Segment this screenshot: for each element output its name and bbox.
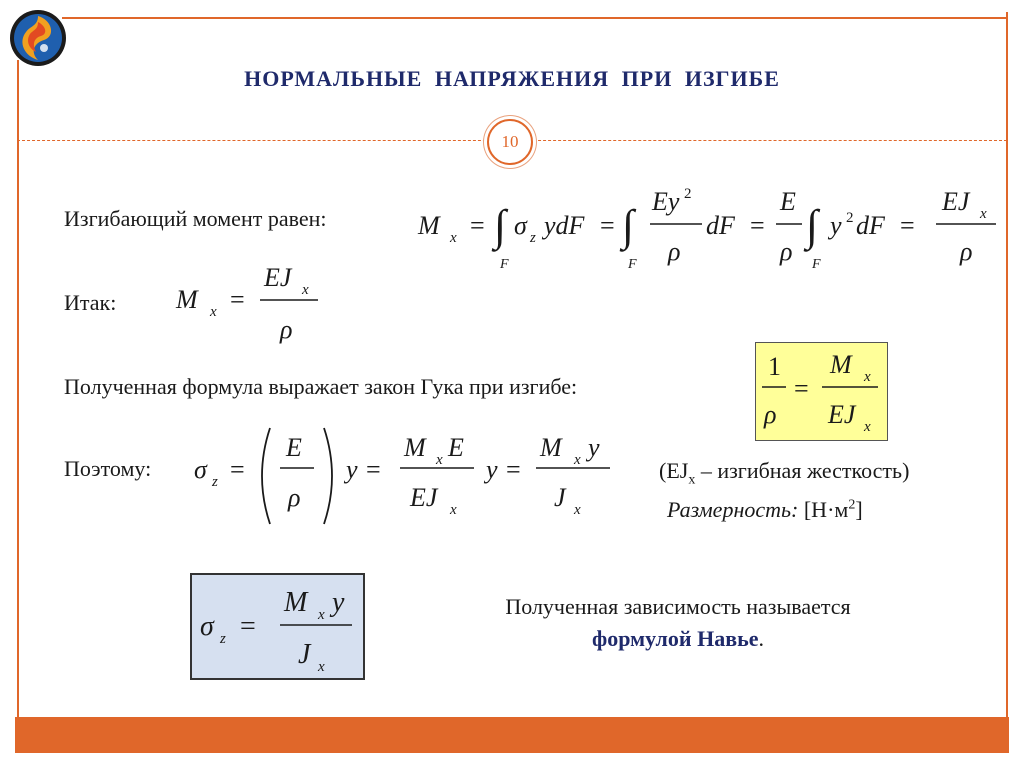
svg-text:x: x: [450, 230, 457, 246]
svg-text:y: y: [830, 211, 842, 240]
dimension-note: [667, 497, 863, 523]
svg-text:ρ: ρ: [668, 237, 681, 266]
svg-text:ρ: ρ: [780, 237, 793, 266]
svg-text:σ: σ: [194, 455, 207, 484]
navier-period: .: [758, 626, 764, 651]
therefore-label: Поэтому:: [64, 456, 152, 481]
navier-formula-box: [190, 573, 365, 680]
svg-text:=: =: [470, 211, 485, 240]
svg-text:=: =: [600, 211, 615, 240]
bending-moment-label: Изгибающий момент равен:: [64, 206, 327, 231]
svg-text:J: J: [298, 639, 311, 670]
svg-text:=: =: [230, 455, 245, 484]
swirl-logo-icon: [8, 8, 68, 68]
svg-text:M: M: [404, 433, 426, 462]
dimension-label: Размерность:: [667, 497, 799, 522]
svg-text:EJ: EJ: [828, 400, 856, 429]
svg-text:∫: ∫: [622, 201, 635, 250]
navier-line-1: Полученная зависимость называется: [505, 594, 851, 619]
svg-text:Ey: Ey: [652, 187, 680, 216]
svg-text:E: E: [286, 433, 302, 462]
svg-text:ρ: ρ: [288, 483, 301, 512]
svg-text:=: =: [750, 211, 765, 240]
hooke-law-box: [755, 342, 888, 441]
svg-text:x: x: [864, 369, 871, 385]
bending-moment-formula: [410, 180, 1010, 285]
frame-left-line: [17, 60, 19, 724]
svg-text:x: x: [436, 452, 443, 468]
dimension-value: [Н·м: [798, 497, 849, 522]
svg-text:EJ: EJ: [410, 483, 438, 512]
svg-text:x: x: [574, 502, 581, 518]
svg-text:dF: dF: [856, 211, 885, 240]
svg-text:EJ: EJ: [264, 263, 292, 292]
svg-text:J: J: [554, 483, 566, 512]
svg-text:σ: σ: [200, 611, 214, 642]
svg-text:x: x: [980, 206, 987, 222]
svg-text:=: =: [900, 211, 915, 240]
svg-text:=: =: [230, 285, 245, 314]
svg-text:y: y: [346, 455, 358, 484]
footer-bar: [15, 717, 1009, 753]
navier-description: [446, 591, 910, 655]
itak-formula: [172, 258, 332, 359]
dimension-close: ]: [855, 497, 863, 522]
navier-line-2: [446, 623, 910, 655]
svg-text:ρ: ρ: [764, 400, 777, 429]
frame-top-line: [62, 17, 1008, 19]
svg-text:M: M: [540, 433, 562, 462]
page-number-badge: 10: [487, 119, 533, 165]
navier-name: формулой Навье: [592, 626, 759, 651]
stiffness-note: [659, 458, 909, 488]
svg-text:M: M: [284, 587, 308, 618]
svg-text:x: x: [450, 502, 457, 518]
svg-text:M: M: [830, 350, 852, 379]
svg-text:dF: dF: [706, 211, 735, 240]
svg-text:1: 1: [768, 352, 781, 381]
svg-text:F: F: [500, 257, 509, 272]
svg-text:=: =: [506, 455, 521, 484]
svg-text:z: z: [530, 230, 536, 246]
svg-text:y: y: [332, 587, 345, 618]
svg-text:2: 2: [684, 186, 692, 202]
svg-text:EJ: EJ: [942, 187, 970, 216]
svg-text:ρ: ρ: [280, 315, 293, 344]
hooke-law-label: Полученная формула выражает закон Гука при изгибе:: [64, 374, 578, 399]
slide-title: НОРМАЛЬНЫЕ НАПРЯЖЕНИЯ ПРИ ИЗГИБЕ: [244, 66, 780, 91]
svg-text:=: =: [240, 611, 256, 642]
itak-label: Итак:: [64, 290, 117, 315]
therefore-formula: [190, 420, 630, 535]
svg-text:F: F: [628, 257, 637, 272]
svg-text:x: x: [302, 282, 309, 298]
stiffness-note-prefix: (EJ: [659, 458, 689, 483]
svg-text:∫: ∫: [806, 201, 819, 250]
svg-text:E: E: [780, 187, 796, 216]
svg-text:z: z: [212, 474, 218, 490]
svg-text:E: E: [448, 433, 464, 462]
svg-text:F: F: [812, 257, 821, 272]
svg-text:σ: σ: [514, 211, 527, 240]
svg-text:x: x: [318, 607, 325, 623]
svg-text:M: M: [418, 211, 440, 240]
stiffness-note-subscript: x: [688, 472, 696, 488]
dimension-exponent: 2: [848, 497, 856, 513]
svg-text:x: x: [210, 304, 217, 320]
svg-text:ydF: ydF: [544, 211, 585, 240]
frame-right-line: [1006, 12, 1008, 724]
svg-text:=: =: [794, 374, 809, 403]
svg-text:x: x: [318, 659, 325, 675]
svg-text:2: 2: [846, 210, 854, 226]
svg-text:M: M: [176, 285, 198, 314]
stiffness-note-text: – изгибная жесткость): [695, 458, 910, 483]
svg-text:y: y: [588, 433, 600, 462]
svg-text:ρ: ρ: [960, 237, 973, 266]
svg-text:z: z: [220, 631, 226, 647]
svg-text:=: =: [366, 455, 381, 484]
svg-text:x: x: [574, 452, 581, 468]
svg-text:x: x: [864, 419, 871, 435]
svg-text:y: y: [486, 455, 498, 484]
svg-text:∫: ∫: [494, 201, 507, 250]
